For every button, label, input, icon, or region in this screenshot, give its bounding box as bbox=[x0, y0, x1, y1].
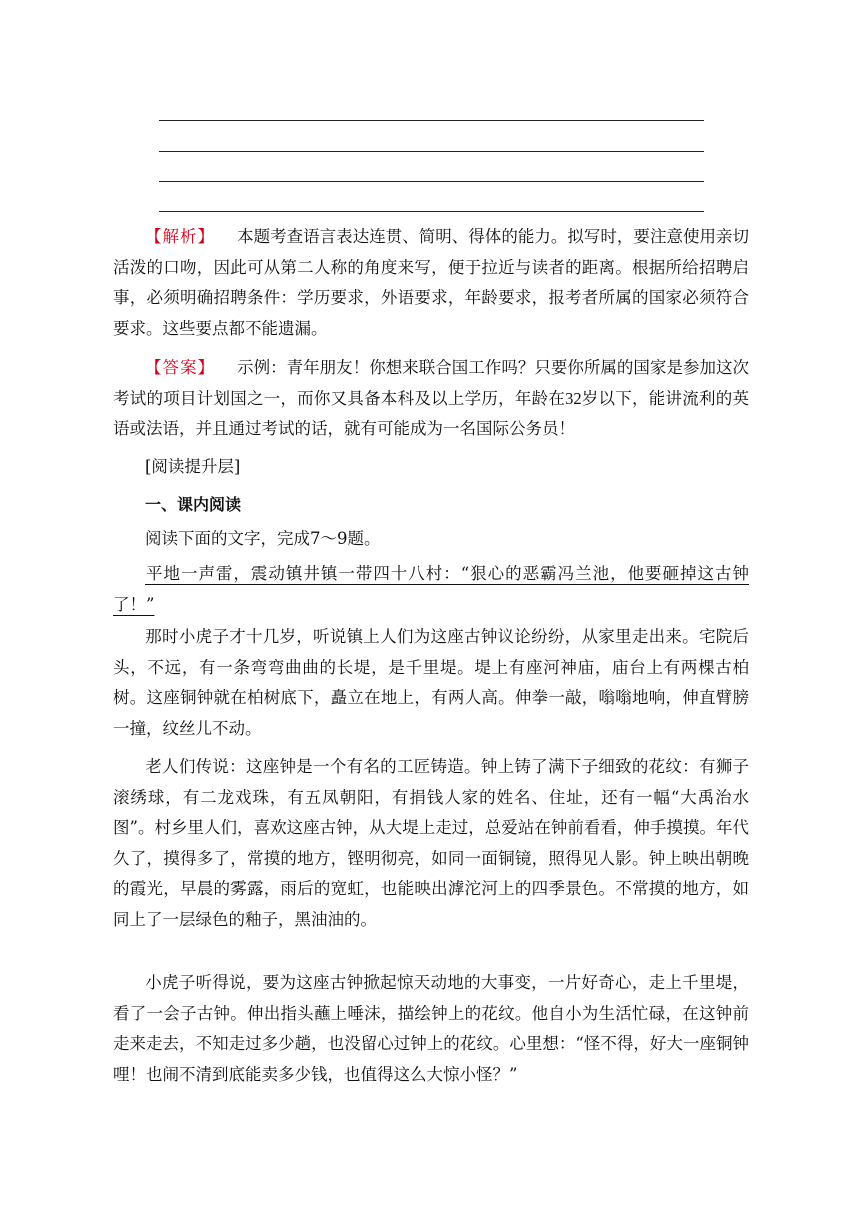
answer-text: 示例：青年朋友！你想来联合国工作吗？只要你所属的国家是参加这次考试的项目计划国之一，而你又具备本科及以上学历，年龄在32岁以下，能讲流利的英语或法语，并且通过考试的话，就有可能成为一名国际公务员！ bbox=[113, 358, 750, 438]
answer-blank-line bbox=[159, 120, 704, 121]
section-heading: 一、课内阅读 bbox=[145, 495, 242, 514]
passage-opening bbox=[113, 559, 749, 620]
passage-paragraph-text: 小虎子听得说，要为这座古钟掀起惊天动地的大事变，一片好奇心，走上千里堤，看了一会子古钟。伸出指头蘸上唾沫，描绘钟上的花纹。他自小为生活忙碌，在这钟前走来走去，不知走过多少趟，也没留心过钟上的花纹。心里想：“怪不得，好大一座铜钟哩！也闹不清到底能卖多少钱，也值得这么大惊小怪？” bbox=[113, 973, 749, 1084]
answer-blank-line bbox=[159, 211, 704, 212]
passage-opening-text: 平地一声雷，震动镇井镇一带四十八村：“狠心的恶霸冯兰池，他要砸掉这古钟了！” bbox=[113, 564, 749, 614]
section-label: [阅读提升层] bbox=[145, 457, 241, 476]
analysis-tag: 【解析】 bbox=[145, 227, 216, 246]
answer-paragraph bbox=[113, 353, 749, 445]
passage-paragraph bbox=[113, 622, 749, 744]
passage-paragraph-text: 老人们传说：这座钟是一个有名的工匠铸造。钟上铸了满下子细致的花纹：有狮子滚绣球，有二龙戏珠，有五凤朝阳，有捐钱人家的姓名、住址，还有一幅“大禹治水图”。村乡里人们，喜欢这座古钟，从大堤上走过，总爱站在钟前看看，伸手摸摸。年代久了，摸得多了，常摸的地方，铿明彻亮，如同一面铜镜，照得见人影。钟上映出朝晚的霞光，早晨的雾露，雨后的宽虹，也能映出滹沱河上的四季景色。不常摸的地方，如同上了一层绿色的釉子，黑油油的。 bbox=[113, 757, 749, 929]
answer-blank-line bbox=[159, 181, 704, 182]
analysis-paragraph bbox=[113, 222, 749, 344]
instruction-text: 阅读下面的文字，完成7～9题。 bbox=[145, 529, 381, 548]
passage-paragraph bbox=[113, 752, 749, 935]
passage-paragraph bbox=[113, 968, 749, 1090]
passage-paragraph-text: 那时小虎子才十几岁，听说镇上人们为这座古钟议论纷纷，从家里走出来。宅院后头，不远，有一条弯弯曲曲的长堤，是千里堤。堤上有座河神庙，庙台上有两棵古柏树。这座铜钟就在柏树底下，矗立在地上，有两人高。伸拳一敲，嗡嗡地响，伸直臂膀一撞，纹丝儿不动。 bbox=[113, 627, 749, 738]
answer-blank-line bbox=[159, 151, 704, 152]
analysis-text: 本题考查语言表达连贯、简明、得体的能力。拟写时，要注意使用亲切活泼的口吻，因此可从第二人称的角度来写，便于拉近与读者的距离。根据所给招聘启事，必须明确招聘条件：学历要求，外语要求，年龄要求，报考者所属的国家必须符合要求。这些要点都不能遗漏。 bbox=[113, 227, 750, 338]
answer-tag: 【答案】 bbox=[145, 358, 216, 377]
